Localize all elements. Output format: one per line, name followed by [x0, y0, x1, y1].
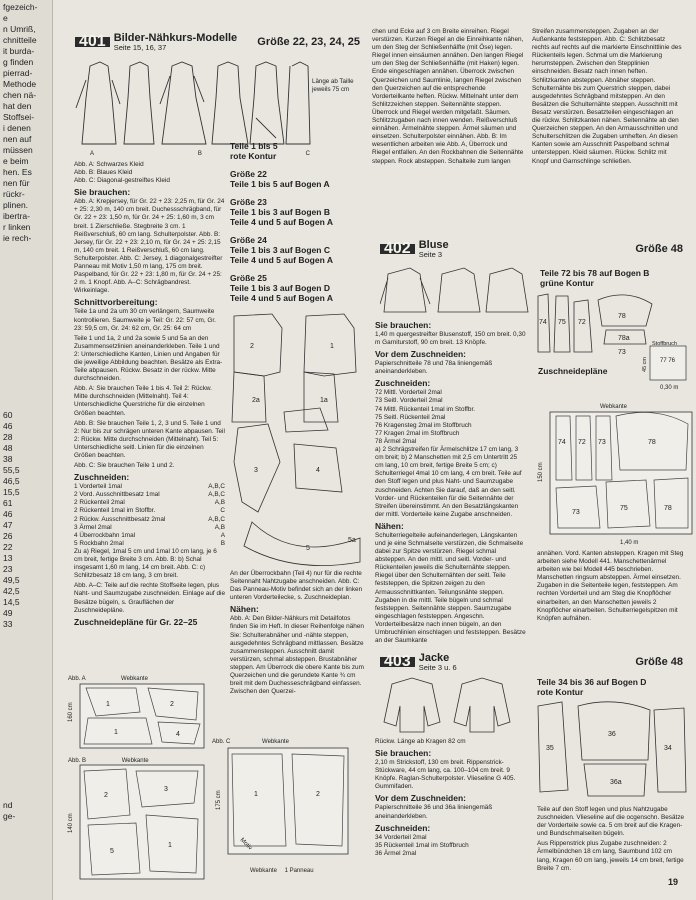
plan-a-title: Abb. A — [68, 676, 86, 682]
cut-list-row: 72 Mittl. Vorderteil 2mal — [375, 389, 442, 397]
label-a: A — [90, 151, 95, 157]
model-403-drawings — [378, 676, 530, 736]
402-plan-heading-wrap — [538, 366, 688, 376]
cut-item-models: A — [220, 531, 225, 539]
cut-item: 2 Rückenteil 1mal im Stoffbr. — [74, 507, 156, 515]
svg-text:36: 36 — [608, 731, 616, 738]
403-zus-heading: Zuschneiden: — [375, 822, 431, 833]
svg-text:34: 34 — [664, 745, 672, 752]
sewing-continued: chen und Ecke auf 3 cm Breite einreihen. Riegel verstürzen. Kurzen Riegel an die Einreihkante nähen, um den Steg der Schließenhälfte (mit Öse) legen. Riegel innen einsäumen annähen. Den langen Riegel um den Steg der Schließenhälfte (mit Haken) legen. Ende eingeschlagen annähen. Überrock zwischen Querzeichen und Saumlinie, langen Riegel zwischen den Querzeichen auf die entsprechende Vorderteilkante heften. Rückw. Mittelnaht unter dem Schlitzzeichen steppen. Seitennähte steppen. Überrock und Riegel werden mitgefaßt. Säumen. Schlitzzugaben nach innen wenden. Reißverschluß einnähen. Ärmelnähte steppen. Ärmel säumen und einsetzen. Schulterpolster einnähen. Abb. B: Im wesentlichen arbeiten wie Abb. A, Überrock und Riegel entfallen. An den Rockbahnen die Seitennähte steppen. Rock absteppen. Schalteile zum langen — [372, 28, 524, 165]
previous-page-number: 47 — [3, 520, 13, 530]
403-cut-list — [375, 834, 527, 858]
svg-text:73: 73 — [618, 349, 626, 356]
svg-text:36a: 36a — [610, 779, 622, 786]
402-brauchen-heading: Sie brauchen: — [375, 320, 432, 330]
cut-list-row — [74, 524, 225, 532]
size-25-sheet-2: Teile 4 und 5 auf Bogen A — [230, 293, 333, 303]
size-25-sheet-1: Teile 1 bis 3 auf Bogen D — [230, 283, 330, 293]
cut-list-row — [74, 540, 225, 548]
svg-text:1a: 1a — [320, 397, 328, 404]
model-403-header — [380, 652, 683, 672]
previous-page-line: chen nä- — [3, 90, 37, 100]
model-401-size: Größe 22, 23, 24, 25 — [257, 36, 360, 48]
402-plan-heading: Zuschneidepläne — [538, 366, 608, 376]
previous-page-number: 13 — [3, 553, 13, 563]
previous-page-number: 49,5 — [3, 575, 20, 585]
cutting-plan-402 — [536, 410, 694, 538]
schnitt-text: Teile 1a und 2a um 30 cm verlängern, Saumweite kontrollieren. Saumweite je Teil: Gr. 22: 57 cm, Gr. 23: 59,5 cm, Gr. 24: 62 cm, Gr. 25: 64 cm — [74, 308, 216, 332]
model-401-pages: Seite 15, 16, 37 — [113, 43, 167, 52]
naehen-heading-401: Nähen: — [230, 604, 259, 615]
model-402-sheet-info — [540, 268, 690, 288]
dress-c-front — [250, 62, 284, 144]
cut-list-row: 35 Rückenteil 1mal im Stoffbruch — [375, 841, 469, 849]
svg-text:1: 1 — [254, 791, 258, 798]
kontur-line-2: rote Kontur — [230, 151, 277, 161]
prep-paragraph-4: Abb. C: Sie brauchen Teile 1 und 2. — [74, 462, 175, 470]
403-kontur: Teile 34 bis 36 auf Bogen D — [537, 677, 647, 687]
403-brauchen: 2,10 m Strickstoff, 130 cm breit. Rippenstrick-Stückware, 44 cm lang, ca. 100–104 cm breit. 9 Knöpfe. Raglan-Schulterpolster. Vlieseline G 405. Gummifaden. — [375, 759, 516, 791]
plan-a-webkante: Webkante — [121, 676, 148, 682]
dress-a-back — [124, 62, 154, 144]
previous-page-line: e beim — [3, 156, 29, 166]
previous-page-text — [3, 2, 38, 244]
cut-list-row: 74 Mittl. Rückenteil 1mal im Stoffbr. — [375, 405, 476, 413]
plan-b-width: 140 cm — [68, 813, 74, 833]
previous-page-number: 28 — [3, 432, 13, 442]
plan-c-label — [212, 738, 342, 746]
previous-page-line: ge- — [3, 811, 16, 821]
svg-text:1: 1 — [114, 729, 118, 736]
cut-item: 1 Vorderteil 1mal — [74, 483, 122, 491]
cut-list-row: 34 Vorderteil 2mal — [375, 833, 427, 841]
model-403-size: Größe 48 — [635, 656, 683, 668]
prep-paragraph-3: Abb. B: Sie brauchen Teile 1, 2, 3 und 5. Teile 1 und 2: Nur bis zur schrägen unteren Kante abpausen. Teil 2: Rückw. Mitte durchschneiden (Mittelnaht). Teil 5: Unterschiedliche seitl. Linien für die einzelnen Größen beachten. — [74, 419, 225, 459]
402-cut-list — [375, 389, 527, 446]
403-vor-heading: Vor dem Zuschneiden: — [375, 793, 466, 804]
cut-item-models: B — [220, 539, 225, 547]
size-22-sheet: Teile 1 bis 5 auf Bogen A — [230, 179, 330, 189]
previous-page-number: 38 — [3, 454, 13, 464]
abb-b-caption: Abb. B: Blaues Kleid — [74, 169, 133, 177]
cut-extra-text: Zu a) Riegel, 1mal 5 cm und 1mal 10 cm lang, je 6 cm breit, fertige Breite 3 cm. Abb. B: b) Schal insgesamt 1,60 m lang, 14 cm breit. Abb. C: c) Schlitzbesatz 18 cm lang, 3 cm breit. — [74, 547, 217, 580]
cut-item: 3 Ärmel 2mal — [74, 523, 112, 531]
cut-list — [74, 483, 225, 548]
svg-text:5a: 5a — [348, 537, 356, 544]
zuschneiden-heading: Zuschneiden: — [74, 472, 130, 483]
cut-item-models: A,B — [214, 499, 225, 507]
model-401-title: Bilder-Nähkurs-Modelle — [113, 32, 238, 44]
cut-list-row — [74, 483, 225, 491]
cutting-plan-c — [212, 746, 352, 866]
403-vor: Papierschnitteile 36 und 36a liniengemäß aneinanderkleben. — [375, 804, 493, 820]
stoffbruch-length: 0,30 m — [660, 385, 679, 391]
cut-list-row: 73 Seitl. Vorderteil 2mal — [375, 397, 443, 405]
svg-text:1: 1 — [168, 842, 172, 849]
model-402-title: Bluse — [418, 239, 449, 251]
previous-page-number: 46,5 — [3, 476, 20, 486]
svg-text:75: 75 — [558, 319, 566, 326]
cutting-plan-a — [66, 682, 210, 752]
cut-item-models: A,B,C — [208, 515, 225, 523]
cut-item-models: A,B,C — [208, 483, 225, 491]
size-23-sheet-1: Teile 1 bis 3 auf Bogen B — [230, 207, 330, 217]
cut-item: 2 Vord. Ausschnittbesatz 1mal — [74, 491, 160, 499]
previous-page-number: 55,5 — [3, 465, 20, 475]
previous-page-line: hen. Es — [3, 167, 32, 177]
model-403-pages: Seite 3 u. 6 — [418, 663, 457, 672]
prep-paragraph-2: Abb. A: Sie brauchen Teile 1 bis 4. Teil 2: Rückw. Mitte durchschneiden (Mittelnaht). Teil 4: Unterschiedliche Querstriche für die einzelnen Größen beachten. — [74, 385, 212, 417]
sewing-continued-text — [372, 28, 524, 168]
svg-text:2: 2 — [104, 792, 108, 799]
402-zus-text: a) 2 Schrägstreifen für Ärmelschlitze 17 cm lang, 3 cm breit; b) 2 Manschetten mit 2,5 cm Untertritt 25 cm lang, 10 cm breit, fertige Breite 5 cm; c) Schulterriegel 4mal 10 cm lang, 4 cm breit. Teile auf den Stoff legen und plus Naht- und Saumzugabe zuschneiden. Achten Sie darauf, daß an den seitl. Vorder- und Rückenteilen für die Seitennähte der Streifen übereinstimmt. An den Besatzlängskanten der mittl. Vorderteile keine Zugabe anschneiden. — [375, 446, 522, 518]
svg-text:74: 74 — [558, 439, 566, 446]
previous-page-line: n Umriß, — [3, 24, 36, 34]
previous-page-line: g finden — [3, 57, 34, 67]
previous-page-number: 61 — [3, 498, 13, 508]
abb-c-sewing: Streifen zusammensteppen. Zugaben an der Außenkante feststeppen. Abb. C: Schlitzbesatz rechts auf rechts auf die markierte Einschnittlinie des Rückenteils legen. Schmal um die Markierung herumsteppen. Zwischen den Stepplinien einschneiden. Besatz nach innen heften. Schlitzkanten absteppen. Abnäher steppen. Schulternähte bis zum Querstrich steppen, dabei ausgedehntes Schrägband mitsteppen. An den Besätzen die Schulternähte steppen. Ausschnitt mit Besatz verstürzen. Besatzteilen eingeschlagen an die rückw. Schlitzkanten nähen. Seitennähte ab den Querzeichen steppen. An den Armausschnitten und Schulterschlitzen die Zugaben umheften. An diesen Kanten sowie am Ausschnitt Paspelband schmal untersteppen. Kleid säumen. Rückw. Schlitz mit Knopf und Garnschlinge schließen. — [532, 28, 682, 165]
previous-page-line: nen auf — [3, 134, 32, 144]
previous-page-line: rückr- — [3, 189, 25, 199]
svg-text:72: 72 — [578, 319, 586, 326]
svg-text:2: 2 — [316, 791, 320, 798]
svg-text:2: 2 — [250, 343, 254, 350]
402-vor: Papierschnitteile 78 und 78a liniengemäß aneinanderkleben. — [375, 360, 493, 376]
svg-text:2: 2 — [170, 701, 174, 708]
brauchen-heading: Sie brauchen: — [74, 187, 131, 198]
model-401-drawings — [72, 58, 312, 150]
402-length: 1,40 m — [620, 540, 639, 546]
previous-page-number: 15,5 — [3, 487, 20, 497]
402-vor-heading: Vor dem Zuschneiden: — [375, 349, 466, 360]
plan-c-motiv: Motiv — [238, 837, 253, 852]
model-401-pattern-pieces — [224, 312, 370, 572]
dress-b-back — [212, 62, 248, 144]
abb-a-caption: Abb. A: Schwarzes Kleid — [74, 161, 144, 168]
kontur-line-1: Teile 1 bis 5 — [230, 141, 278, 151]
402-kontur-color: grüne Kontur — [540, 278, 594, 288]
402-width: 150 cm — [538, 462, 544, 482]
cut-list-row: 77 Kragen 2mal im Stoffbruch — [375, 429, 460, 437]
previous-page-number: 48 — [3, 443, 13, 453]
svg-text:78: 78 — [618, 313, 626, 320]
caption-401: An der Überrockbahn (Teil 4) nur für die rechte Seitennaht Nahtzugabe anschneiden. Abb. C: Das Panneau-Motiv befindet sich an der linken unteren Vorderteilecke, s. Zuschneideplan. — [230, 570, 363, 602]
svg-text:75: 75 — [620, 505, 628, 512]
403-length: Rückw. Länge ab Kragen 82 cm — [375, 738, 466, 745]
403-right-text-2: Aus Rippenstrick plus Zugabe zuschneiden: 2 Ärmelbündchen 18 cm lang, Saumbund 102 cm lang, Kragen 60 cm lang, jeweils 14 cm breit, fertige Breite 7 cm. — [537, 840, 684, 872]
previous-page-line: Methode — [3, 79, 37, 89]
cut-list-row: 36 Ärmel 2mal — [375, 849, 417, 857]
previous-page-line: e — [3, 13, 8, 23]
previous-page-number: 49 — [3, 608, 13, 618]
402-webkante: Webkante — [600, 404, 627, 410]
previous-page-line: it burda- — [3, 46, 35, 56]
cut-list-row — [74, 507, 225, 515]
size-sheet-info — [230, 141, 365, 303]
previous-page-number: 22 — [3, 542, 13, 552]
label-c: C — [305, 151, 310, 157]
cut-list-row: 78 Ärmel 2mal — [375, 437, 417, 445]
size-24-sheet-2: Teile 4 und 5 auf Bogen A — [230, 255, 333, 265]
402-kontur: Teile 72 bis 78 auf Bogen B — [540, 268, 650, 278]
model-401-caption-block — [230, 570, 364, 698]
dress-c-back — [286, 62, 310, 144]
cut-list-row: 75 Seitl. Rückenteil 2mal — [375, 413, 446, 421]
403-kontur-color: rote Kontur — [537, 687, 584, 697]
model-402-number: 402 — [380, 244, 415, 254]
prep-paragraph-1: Teile 1 und 1a, 2 und 2a sowie 5 und 5a an den Zusammensetzlinien aneinanderkleben. Teile 1 und 2: Unterschiedliche Kanten, Linien und Angaben für die jeweilige Abbildung beachten. Besätze als Extra-Teile abpausen. Rückw. Besatz in der rückw. Mitte durchschneiden. — [74, 334, 223, 383]
plan-c-title: Abb. C — [212, 739, 231, 745]
cut-list-row — [74, 499, 225, 507]
previous-page-number: 60 — [3, 410, 13, 420]
cut-item: 2 Rückenteil 2mal — [74, 499, 125, 507]
402-zus-heading: Zuschneiden: — [375, 378, 431, 389]
model-403-number: 403 — [380, 657, 415, 667]
plan-heading: Zuschneidepläne für Gr. 22–25 — [74, 616, 198, 627]
model-401-header — [75, 32, 360, 52]
abb-c-caption: Abb. C: Diagonal-gestreiftes Kleid — [74, 177, 170, 185]
previous-page-bottom — [3, 800, 15, 822]
plan-c-width: 175 cm — [216, 790, 222, 810]
previous-page-line: chnitteile — [3, 35, 37, 45]
previous-page-line: müssen — [3, 145, 33, 155]
dress-a-front — [76, 62, 120, 144]
previous-page-number: 23 — [3, 564, 13, 574]
size-24: Größe 24 — [230, 235, 267, 245]
plan-c-webkante-bottom: Webkante — [250, 868, 277, 874]
label-b: B — [197, 151, 202, 157]
previous-page-line: Stoffsei- — [3, 112, 35, 122]
model-402-stoffbruch — [640, 340, 694, 384]
403-brauchen-heading: Sie brauchen: — [375, 748, 432, 759]
naehen-text-401: Abb. A: Den Bilder-Nähkurs mit Detailfotos finden Sie im Heft. In dieser Reihenfolge nähen Sie: Schulterabnäher und -nähte steppen, ausgedehntes Schrägband mittlassen. Besätze zusammensteppen. Ausschnitt damit verstürzen, schmal absteppen. Brustabnäher steppen. Am Überrock die obere Kante bis zum Querzeichen und die gerundete Kante ¾ cm breit mit dem Duchesseschrägband einfassen. Zwischen den Querzei- — [230, 615, 364, 696]
cut-list-row — [74, 532, 225, 540]
stoffbruch-label: Stoffbruch — [652, 341, 677, 347]
model-403-title: Jacke — [418, 652, 450, 664]
size-23-sheet-2: Teile 4 und 5 auf Bogen A — [230, 217, 333, 227]
svg-text:1: 1 — [330, 343, 334, 350]
previous-page-line: ibertra- — [3, 211, 30, 221]
size-22: Größe 22 — [230, 169, 267, 179]
size-25: Größe 25 — [230, 273, 267, 283]
403-sheet-info — [537, 677, 687, 697]
402-brauchen: 1,40 m quergestreifter Blusenstoff, 150 cm breit. 0,30 m Garniturstoff, 90 cm breit. 13 Knöpfe. — [375, 331, 526, 347]
previous-page-numbers — [3, 410, 20, 630]
svg-text:5: 5 — [306, 545, 310, 552]
cut-item: 2 Rückw. Ausschnittbesatz 2mal — [74, 515, 166, 523]
svg-text:5: 5 — [110, 848, 114, 855]
previous-page-number: 14,5 — [3, 597, 20, 607]
svg-text:4: 4 — [176, 731, 180, 738]
stoffbruch-45: 45 cm — [642, 357, 648, 372]
previous-page-number: 26 — [3, 531, 13, 541]
cut-extra-text-2: Abb. A–C: Teile auf die rechte Stoffseite legen, plus Naht- und Saumzugabe zuschneiden. Einlage auf die Besätze bügeln, s. Grauflächen der Zuschneidepläne. — [74, 582, 225, 614]
model-401-length-note: Länge ab Taille jeweils 75 cm — [312, 78, 354, 93]
abb-c-sewing-text — [532, 28, 682, 168]
402-continued — [537, 550, 687, 625]
plan-c-bottom — [250, 867, 340, 875]
svg-text:3: 3 — [254, 467, 258, 474]
model-402-header — [380, 239, 683, 259]
svg-text:1: 1 — [106, 701, 110, 708]
plan-c-panneau: 1 Panneau — [284, 868, 314, 874]
previous-page-number: 42,5 — [3, 586, 20, 596]
402-right-text: annähen. Vord. Kanten absteppen. Kragen mit Steg arbeiten siehe Modell 441. Manschettenärmel arbeiten wie bei Modell 445 beschrieben. Manschetten ringsum absteppen. Ärmel einsetzen. Zugaben in die Seitenteile legen, feststeppen. Am rechten Vorderteil und am Steg die Knopflöcher einarbeiten, an den Manschetten jeweils 2 Knopflöcher einarbeiten. Schulterriegelspitzen mit Knöpfen aufnähen. — [537, 550, 684, 622]
svg-text:78a: 78a — [618, 335, 630, 342]
402-naehen: Schulterriegelteile aufeinanderlegen, Längskanten und je eine Schmalseite verstürzen, die Schmalseite dabei zur Spitze verstürzen. Riegel schmal absteppen. An den mittl. und seitl. Vorder- und Rückenteilen jeweils die Schulternähte steppen. Riegel über den Schulternähten der seitl. Teile feststeppen, die Spitzen zeigen zu den Armausschnittkanten. Teilungsnähte steppen. Zugaben in die mittl. Teile bügeln und schmal feststeppen. Seitennähte steppen. Saumzugabe eingeschlagen feststeppen. Angeschn. Vorderteilbesätze nach innen bügeln, an den Umbruchlinien einschlagen und feststeppen. Besätze an der Saumkante — [375, 531, 526, 645]
model-402-pages: Seite 3 — [418, 250, 443, 259]
cut-item-models: C — [220, 507, 225, 515]
previous-page-number: 46 — [3, 421, 13, 431]
model-403-instructions — [375, 738, 527, 858]
402-naehen-heading: Nähen: — [375, 520, 404, 531]
previous-page-line: i denen — [3, 123, 31, 133]
plan-b-title: Abb. B — [68, 758, 87, 764]
dress-b-front — [160, 62, 206, 144]
svg-text:78: 78 — [664, 505, 672, 512]
size-23: Größe 23 — [230, 197, 267, 207]
previous-page-line: nd — [3, 800, 13, 810]
size-24-sheet-1: Teile 1 bis 3 auf Bogen C — [230, 245, 330, 255]
plan-b-webkante: Webkante — [121, 758, 149, 764]
cut-item-models: A,B — [214, 523, 225, 531]
svg-text:3: 3 — [164, 786, 168, 793]
cutting-plan-b — [66, 763, 210, 883]
svg-text:77 76: 77 76 — [660, 358, 676, 364]
model-402-drawings — [380, 264, 532, 318]
cut-list-row — [74, 491, 225, 499]
cut-item-models: A,B,C — [208, 491, 225, 499]
page-number: 19 — [668, 877, 679, 887]
model-401-instructions — [74, 161, 225, 628]
cut-list-row: 76 Kragensteg 2mal im Stoffbruch — [375, 421, 472, 429]
svg-text:73: 73 — [572, 509, 580, 516]
previous-page-line: r linken — [3, 222, 31, 232]
403-right-text-block — [537, 806, 687, 875]
brauchen-text: Abb. A: Krepjersey, für Gr. 22 + 23: 2,25 m, für Gr. 24 + 25: 2,30 m, 140 cm breit. Duchessschrägband, für Gr. 22 + 23: 1,50 m, für Gr. 24 + 25: 1,60 m, 3 cm breit. 1 Zierschließe. Stegbreite 3 cm. 1 Reißverschluß, 60 cm lang. Schulterpolster. Abb. B: Jersey, für Gr. 22 + 23: 2,10 m, für Gr. 24 + 25: 2,15 m, 140 cm breit. 1 Reißverschluß, 60 cm lang. Schulterpolster. Abb. C: Jersey, 1 diagonalgestreifter Panneau mit Motiv 1,50 m lang, 175 cm breit. Paspelband, für Gr. 22 + 23: 1,80 m, für Gr. 24 + 25: 2 m. 1 Knopf. Abb. A–C: Schrägbandrest. Wirkeinlage. — [74, 198, 225, 295]
svg-text:74: 74 — [539, 319, 547, 326]
plan-a-width: 160 cm — [68, 702, 74, 722]
svg-text:73: 73 — [598, 439, 606, 446]
previous-page-line: plinen. — [3, 200, 29, 210]
model-403-pattern-pieces — [534, 700, 692, 804]
svg-text:2a: 2a — [252, 397, 260, 404]
cut-item: 4 Überrockbahn 1mal — [74, 531, 136, 539]
previous-page-edge — [0, 0, 53, 900]
cut-list-row — [74, 516, 225, 524]
previous-page-line: fgezeich- — [3, 2, 38, 12]
previous-page-line: hat den — [3, 101, 32, 111]
previous-page-number: 33 — [3, 619, 13, 629]
403-right-text: Teile auf den Stoff legen und plus Nahtzugabe zuschneiden. Vlieseline auf die ocgenschn. Besätze der Vorderteile sowie ca. 5 cm breit auf die Kragen- und Bundschmalseiten bügeln. — [537, 806, 685, 838]
model-402-size: Größe 48 — [635, 243, 683, 255]
svg-text:72: 72 — [578, 439, 586, 446]
model-401-number: 401 — [75, 37, 110, 47]
previous-page-line: ie rech- — [3, 233, 32, 243]
previous-page-number: 46 — [3, 509, 13, 519]
schnitt-heading: Schnittvorbereitung: — [74, 297, 158, 308]
model-402-instructions — [375, 318, 527, 647]
previous-page-line: pierrad- — [3, 68, 33, 78]
cut-item: 5 Rockbahn 2mal — [74, 539, 124, 547]
svg-text:4: 4 — [316, 467, 320, 474]
previous-page-line: nen für — [3, 178, 30, 188]
plan-c-webkante: Webkante — [262, 739, 289, 745]
svg-text:78: 78 — [648, 439, 656, 446]
svg-text:35: 35 — [546, 745, 554, 752]
